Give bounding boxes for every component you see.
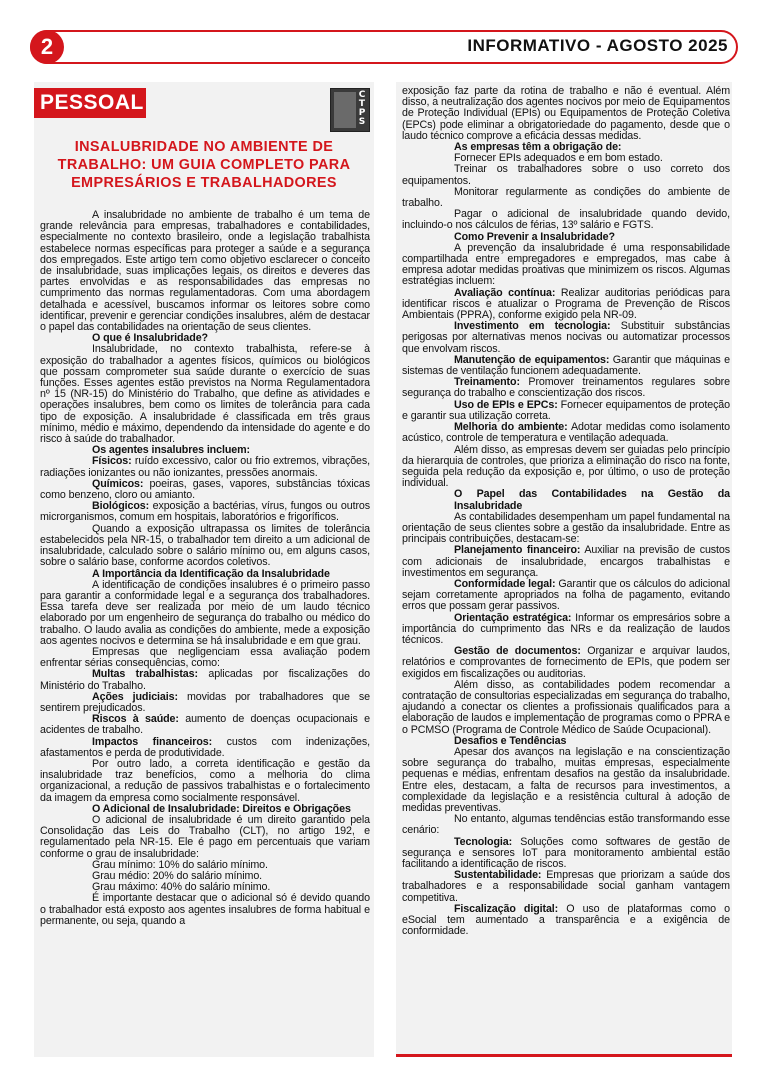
labeled-paragraph [402,355,730,377]
paragraph-text: Informar os empresários sobre a importância do cumprimento das NRs e da realização de laudos técnicos. [402,611,730,646]
labeled-paragraph [40,714,370,736]
list-line: Grau máximo: 40% do salário mínimo. [92,881,271,894]
list-line: Grau médio: 20% do salário mínimo. [92,869,263,882]
paragraph: Apesar dos avanços na legislação e na conscientização sobre segurança do trabalho, muitas empresas, especialmente pequenas e médias, enfrentam desafios na gestão da insalubridade. Entre eles, destacam, a falta de recursos para investimentos, a complexidade da legislação e a resistência cultural à adoção de medidas preventivas. [402,745,730,814]
paragraph-text: Auxiliar na previsão de custos com adicionais de insalubridade, encargos trabalhistas e investimentos em segurança. [402,544,730,579]
paragraph: As contabilidades desempenham um papel fundamental na orientação de seus clientes sobre a gestão da insalubridade. Entre as principais contribuições, destacam-se: [402,510,730,546]
paragraph: Fornecer EPIs adequados e em bom estado. [454,152,663,165]
section-banner [34,88,146,118]
labeled-paragraph [402,904,730,938]
labeled-paragraph [40,692,370,714]
paragraph-text: aumento de doenças ocupacionais e acidentes de trabalho. [40,713,370,737]
paragraph: Monitorar regularmente as condições do ambiente de trabalho. [402,185,730,210]
ctps-cover [334,92,356,128]
paragraph-text: Empresas que priorizam a saúde dos trabalhadores e a responsabilidade social ganham vantagem competitiva. [402,869,730,904]
subheading: Como Prevenir a Insalubridade? [454,230,615,243]
paragraph-text: Realizar auditorias periódicas para identificar riscos e atualizar o Programa de Prevenção de Riscos Ambientais (PPRA), conforme exigido pela NR-09. [402,286,730,322]
paragraph-text: Fornecer equipamentos de proteção e garantir sua utilização correta. [402,398,730,422]
paragraph-label: Melhoria do ambiente: [454,421,568,434]
subheading: O que é Insalubridade? [92,332,208,345]
labeled-paragraph [402,579,730,613]
paragraph: Por outro lado, a correta identificação e gestão da insalubridade traz benefícios, como a melhoria do clima organizacional, a redução de passivos trabalhistas e o fortalecimento da imagem da empresa como socialmente responsável. [40,757,370,804]
paragraph-label: Orientação estratégica: [454,611,572,624]
labeled-paragraph [40,479,370,501]
paragraph-label: Manutenção de equipamentos: [454,353,610,366]
labeled-paragraph [402,377,730,399]
paragraph-text: ruído excessivo, calor ou frio extremos, vibrações, radiações ionizantes ou não ionizantes, pressões anormais. [40,455,370,479]
paragraph: A insalubridade no ambiente de trabalho é um tema de grande relevância para empresas, trabalhadores e contabilidades, especialmente no contexto brasileiro, onde a legislação trabalhista estabelece normas específicas para proteger a saúde e a segurança dos empregados. Este artigo tem como objetivo esclarecer o conceito de insalubridade, suas implicações legais, os direitos e deveres das partes envolvidas e as responsabilidades das empresas no cumprimento das normas regulamentadoras. Com uma abordagem detalhada e acessível, buscamos informar os leitores sobre como identificar, prevenir e gerenciar condições insalubres, além de destacar o papel das contabilidades na orientação de seus clientes. [40,209,370,334]
paragraph-text: O uso de plataformas como o eSocial tem aumentado a transparência e a exigência de conformidade. [402,902,730,938]
paragraph-label: Multas trabalhistas: [92,668,198,681]
paragraph: Treinar os trabalhadores sobre o uso correto dos equipamentos. [402,163,730,187]
paragraph-label: Investimento em tecnologia: [454,320,611,333]
labeled-paragraph [402,613,730,647]
paragraph-label: Riscos à saúde: [92,713,179,726]
labeled-paragraph [402,422,730,444]
labeled-paragraph [40,456,370,478]
labeled-paragraph [402,545,730,579]
subheading: O Papel das Contabilidades na Gestão da Insalubridade [454,488,730,512]
paragraph-text: custos com indenizações, afastamentos e perda de produtividade. [40,735,370,759]
paragraph-label: Uso de EPIs e EPCs: [454,398,558,411]
subheading: Os agentes insalubres incluem: [92,444,250,457]
ctps-letter: C [358,90,366,100]
ctps-letter: P [358,108,366,118]
labeled-paragraph [402,321,730,355]
paragraph-text: poeiras, gases, vapores, substâncias tóxicas como benzeno, cloro ou amianto. [40,477,370,502]
newsletter-title: INFORMATIVO - AGOSTO 2025 [467,36,728,55]
paragraph: O adicional de insalubridade é um direito garantido pela Consolidação das Leis do Trabalho (CLT), no artigo 192, e regulamentado pela NR-15. Ele é pago em percentuais que variam conforme o grau de insalubridade: [40,813,370,860]
paragraph: Empresas que negligenciam essa avaliação podem enfrentar sérias consequências, como: [40,645,370,670]
labeled-paragraph [402,400,730,422]
paragraph: Insalubridade, no contexto trabalhista, refere-se à exposição do trabalhador a agentes físicos, químicos ou biológicos que possam comprometer sua saúde durante o exercício de suas funções. Esses agentes estão previstos na Norma Regulamentadora nº 15 (NR-15) do Ministério do Trabalho, que define as atividades e operações insalubres, bem como os limites de tolerância para cada tipo de exposição. A insalubridade é classificada em três graus mínimo, médio e máximo, dependendo da intensidade do agente e do risco à saúde do trabalhador. [40,343,370,446]
ctps-letter: T [358,99,366,109]
section-name: PESSOAL [40,91,144,114]
paragraph: Quando a exposição ultrapassa os limites de tolerância estabelecidos pela NR-15, o trabalhador tem direito a um adicional de insalubridade, calculado sobre o salário mínimo ou, em alguns casos, sobre o salário base, conforme acordos coletivos. [40,522,370,569]
article-body-right [402,86,730,937]
paragraph-label: Sustentabilidade: [454,869,542,882]
paragraph: No entanto, algumas tendências estão transformando esse cenário: [402,813,730,837]
paragraph: A identificação de condições insalubres é o primeiro passo para garantir a conformidade legal e a segurança dos trabalhadores. Essa tarefa deve ser realizada por meio de um laudo técnico elaborado por um engenheiro de segurança do trabalho ou médico do trabalho. O laudo avalia as condições do ambiente, mede a exposição aos agentes nocivos e determina se há insalubridade e em que grau. [40,578,370,647]
labeled-paragraph [402,837,730,871]
left-column [34,82,374,1057]
paragraph-text: movidas por trabalhadores que se sentirem prejudicados. [40,690,370,714]
paragraph-label: Fiscalização digital: [454,902,559,915]
subheading: O Adicional de Insalubridade: Direitos e Obrigações [92,802,351,815]
labeled-paragraph [40,669,370,691]
paragraph: Pagar o adicional de insalubridade quando devido, incluindo-o nos cálculos de férias, 13º salário e FGTS. [402,208,730,232]
subheading: A Importância da Identificação da Insalubridade [92,567,330,580]
paragraph-text: exposição a bactérias, vírus, fungos ou outros microrganismos, comum em hospitais, laboratórios e frigoríficos. [40,500,370,524]
ctps-document-image [330,88,370,132]
paragraph: Além disso, as empresas devem ser guiadas pelo princípio da hierarquia de controles, que prioriza a eliminação do risco na fonte, seguida pela redução da exposição e, por último, o uso de proteção individual. [402,443,730,490]
paragraph-label: Biológicos: [92,500,150,513]
list-line: Grau mínimo: 10% do salário mínimo. [92,858,268,871]
paragraph-text: Substituir substâncias perigosas por alternativas menos nocivas ou automatizar processos que envolvam riscos. [402,320,730,355]
labeled-paragraph [40,737,370,759]
paragraph-text: Promover treinamentos regulares sobre segurança do trabalho e conscientização dos riscos. [402,376,730,400]
labeled-paragraph [402,288,730,322]
paragraph-label: Tecnologia: [454,835,513,848]
paragraph-text: Organizar e arquivar laudos, relatórios e comprovantes de fornecimento de EPIs, que podem ser exigidos em fiscalizações ou auditorias. [402,645,731,680]
page-number: 2 [30,30,64,64]
labeled-paragraph [40,501,370,523]
labeled-paragraph [402,870,730,904]
paragraph-text: Garantir que máquinas e sistemas de ventilação funcionem adequadamente. [402,353,730,378]
paragraph-text: Soluções como softwares de gestão de segurança e sensores IoT para monitoramento ambiental estão facilitando a identificação de riscos. [402,835,730,871]
paragraph: É importante destacar que o adicional só é devido quando o trabalhador está exposto aos agentes insalubres de forma habitual e permanente, ou seja, quando a [40,892,370,927]
paragraph-label: Planejamento financeiro: [454,544,581,557]
paragraph-label: Conformidade legal: [454,577,556,590]
paragraph: Além disso, as contabilidades podem recomendar a contratação de consultorias especializadas em segurança do trabalho, ajudando a conectar os clientes a profissionais qualificados para a elaboração de laudos e implementação de programas como o PPRA e o PCMSO (Programa de Controle Médico de Saúde Ocupacional). [402,678,730,736]
paragraph-label: Ações judiciais: [92,690,178,703]
paragraph-label: Gestão de documentos: [454,645,581,658]
ctps-label [357,91,367,127]
paragraph-label: Impactos financeiros: [92,735,213,748]
paragraph-label: Físicos: [92,455,132,468]
paragraph: A prevenção da insalubridade é uma responsabilidade compartilhada entre empregadores e empregados, mas cabe à empresa adotar medidas proativas que minimizem os riscos. Algumas estratégias incluem: [402,241,730,288]
subheading: As empresas têm a obrigação de: [454,141,622,154]
paragraph-text: Garantir que os cálculos do adicional sejam corretamente apropriados na folha de pagamento, evitando erros que possam gerar passivos. [402,577,731,613]
paragraph-label: Treinamento: [454,376,520,389]
ctps-letter: S [358,117,366,127]
subheading: Desafios e Tendências [454,734,567,747]
continued-paragraph: exposição faz parte da rotina de trabalho e não é eventual. Além disso, a neutralização dos agentes nocivos por meio de Equipamentos de Proteção Individual (EPIs) ou Equipamentos de Proteção Coletiva (EPCs) pode eliminar a obrigatoriedade do pagamento, desde que o laudo técnico comprove a eficácia dessas medidas. [402,85,730,142]
paragraph-text: Adotar medidas como isolamento acústico, controle de temperatura e ventilação adequada. [402,421,731,445]
paragraph-label: Avaliação contínua: [454,286,556,299]
article-body-left [40,210,370,927]
paragraph-label: Químicos: [92,477,144,490]
labeled-paragraph [402,646,730,680]
paragraph-text: aplicadas por fiscalizações do Ministério do Trabalho. [40,668,370,692]
right-column [396,82,732,1057]
page-header [30,30,738,64]
article-title: INSALUBRIDADE NO AMBIENTE DE TRABALHO: UM GUIA COMPLETO PARA EMPRESÁRIOS E TRABALHADORES [57,139,351,191]
